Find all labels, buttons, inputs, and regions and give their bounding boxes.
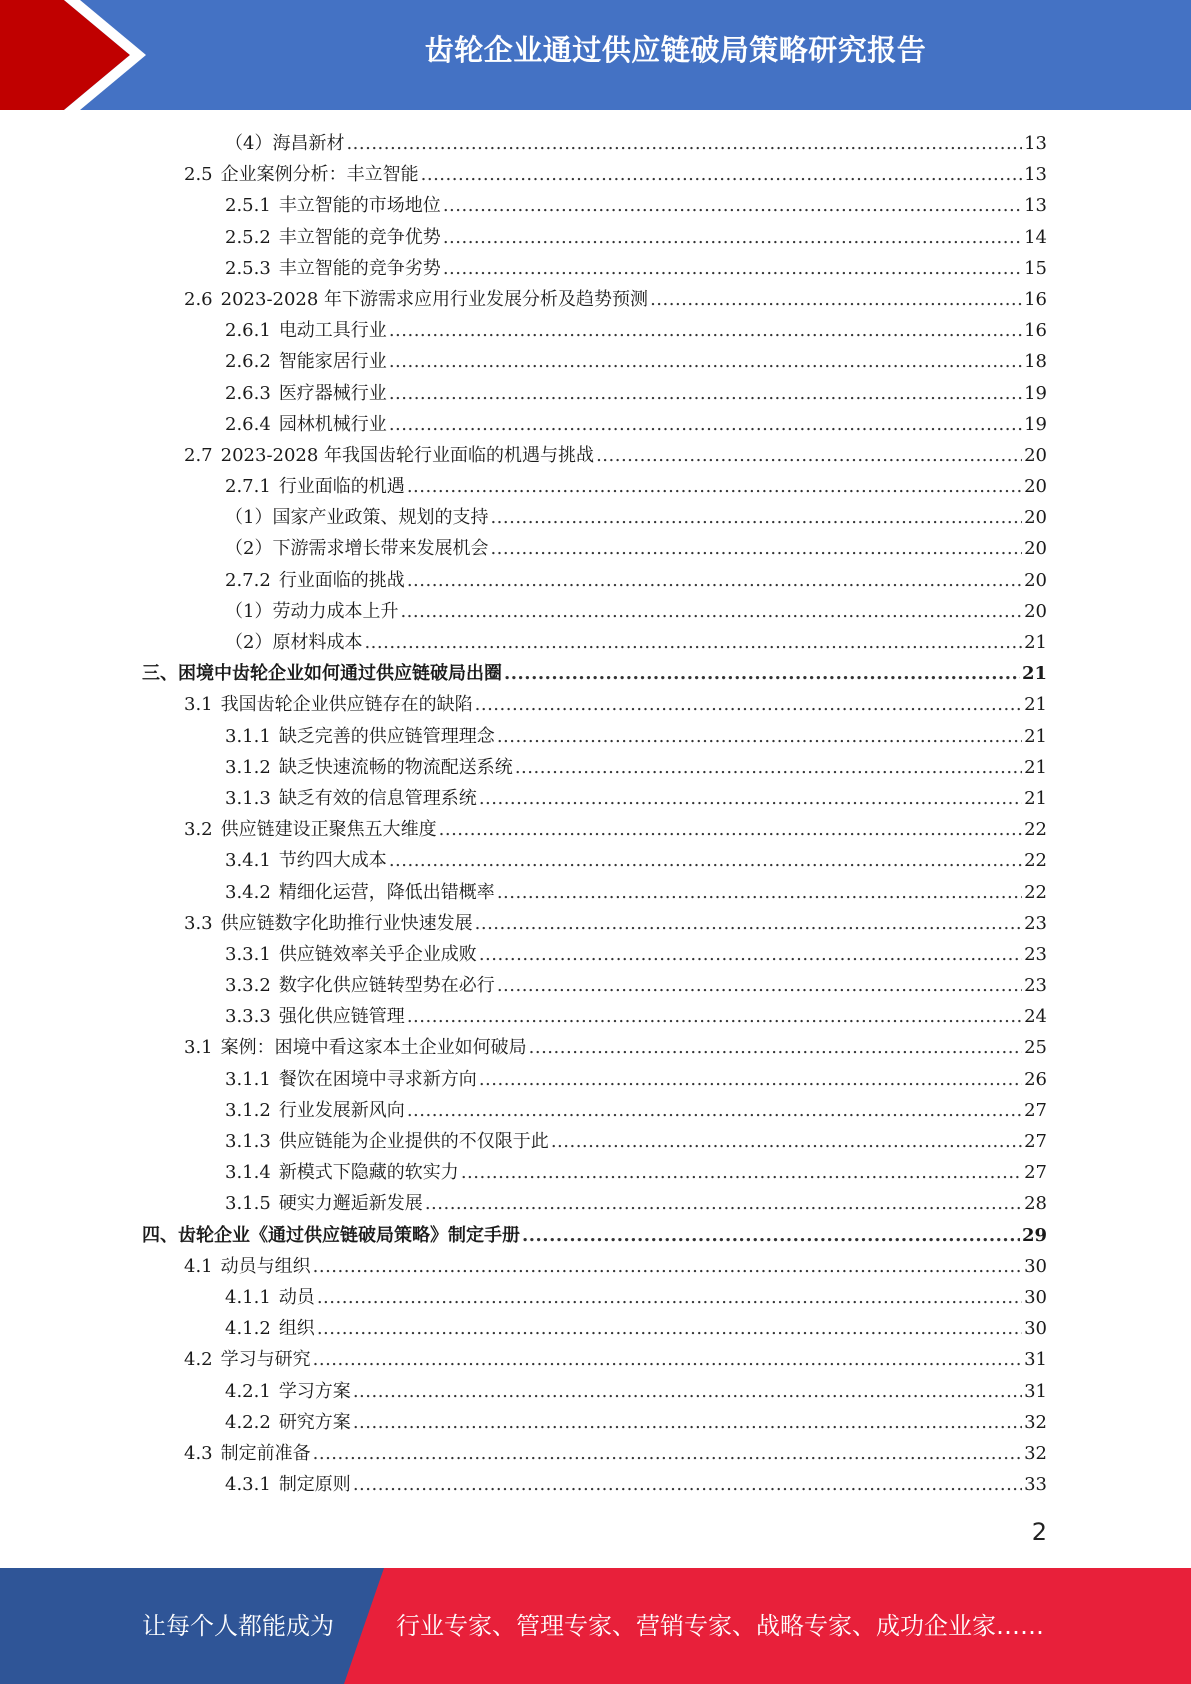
dot-leader	[596, 440, 1045, 471]
toc-entry-title: 园林机械行业	[278, 413, 387, 435]
toc-entry-number: 4.2.2	[225, 1411, 271, 1433]
toc-entry[interactable]	[0, 845, 1191, 876]
toc-entry[interactable]	[0, 721, 1191, 752]
toc-entry-title: 我国齿轮企业供应链存在的缺陷	[220, 694, 473, 716]
toc-entry-title: 学习方案	[278, 1380, 351, 1402]
toc-entry[interactable]	[0, 1376, 1191, 1407]
toc-entry[interactable]	[0, 502, 1191, 533]
toc-entry-number: （1）	[225, 507, 273, 529]
dot-leader	[490, 533, 1045, 564]
dot-leader	[407, 1095, 1045, 1126]
toc-entry-number: 4.3.1	[225, 1474, 271, 1496]
dot-leader	[461, 1157, 1045, 1188]
toc-entry-number: 3.1.5	[225, 1193, 271, 1215]
dot-leader	[346, 128, 1045, 159]
toc-entry[interactable]	[0, 970, 1191, 1001]
toc-entry-page: 27	[1022, 1157, 1047, 1188]
dot-leader	[425, 1188, 1045, 1219]
toc-entry-number: 2.6.4	[225, 413, 271, 435]
toc-entry-number: 3.1.1	[225, 725, 271, 747]
toc-entry-page: 23	[1022, 939, 1047, 970]
toc-entry-page: 22	[1022, 845, 1047, 876]
toc-entry-number: 3.1	[184, 694, 213, 716]
toc-entry[interactable]	[0, 658, 1191, 689]
toc-entry-page: 32	[1022, 1438, 1047, 1469]
toc-entry-number: 4.2	[184, 1349, 213, 1371]
toc-entry-page: 13	[1022, 190, 1047, 221]
dot-leader	[497, 877, 1045, 908]
toc-entry[interactable]	[0, 1344, 1191, 1375]
dot-leader	[497, 721, 1045, 752]
dot-leader	[353, 1407, 1045, 1438]
dot-leader	[443, 253, 1045, 284]
dot-leader	[407, 471, 1045, 502]
dot-leader	[522, 1220, 1045, 1251]
dot-leader	[443, 190, 1045, 221]
toc-entry-page: 29	[1020, 1220, 1047, 1251]
toc-entry-page: 20	[1022, 440, 1047, 471]
toc-entry-number: 4.3	[184, 1442, 213, 1464]
toc-entry-number: 3.3.3	[225, 1006, 271, 1028]
dot-leader	[421, 159, 1045, 190]
toc-entry[interactable]	[0, 1188, 1191, 1219]
toc-entry-title: 2023-2028 年下游需求应用行业发展分析及趋势预测	[220, 288, 649, 310]
toc-entry-page: 26	[1022, 1064, 1047, 1095]
toc-entry-title: 动员与组织	[220, 1255, 311, 1277]
toc-entry-page: 25	[1022, 1032, 1047, 1063]
toc-entry-title: 硬实力邂逅新发展	[278, 1193, 423, 1215]
toc-entry[interactable]	[0, 253, 1191, 284]
dot-leader	[317, 1313, 1045, 1344]
toc-entry-number: 2.5.1	[225, 195, 271, 217]
toc-entry[interactable]	[0, 565, 1191, 596]
dot-leader	[389, 315, 1045, 346]
toc-entry[interactable]	[0, 1469, 1191, 1500]
toc-entry-number: 3.4.2	[225, 881, 271, 903]
header-band	[0, 0, 1191, 110]
toc-entry-page: 19	[1022, 378, 1047, 409]
dot-leader	[479, 939, 1045, 970]
toc-entry[interactable]	[0, 877, 1191, 908]
toc-entry-title: 困境中齿轮企业如何通过供应链破局出圈	[178, 663, 502, 685]
toc-entry-page: 31	[1022, 1376, 1047, 1407]
toc-entry[interactable]	[0, 783, 1191, 814]
toc-entry-title: 丰立智能的竞争劣势	[278, 257, 441, 279]
toc-entry-page: 27	[1022, 1095, 1047, 1126]
toc-entry-title: 国家产业政策、规划的支持	[272, 507, 489, 529]
toc-entry-number: 3.1.1	[225, 1068, 271, 1090]
toc-entry-title: 餐饮在困境中寻求新方向	[278, 1068, 477, 1090]
arrow-icon	[0, 0, 160, 110]
toc-entry-title: 缺乏完善的供应链管理理念	[278, 725, 495, 747]
toc-entry-page: 30	[1022, 1313, 1047, 1344]
toc-entry-page: 23	[1022, 908, 1047, 939]
toc-entry-number: 四、	[142, 1224, 178, 1246]
toc-entry-page: 32	[1022, 1407, 1047, 1438]
toc-entry-page: 13	[1022, 159, 1047, 190]
toc-entry[interactable]	[0, 1407, 1191, 1438]
toc-entry-number: 2.5.3	[225, 257, 271, 279]
toc-entry-title: 丰立智能的竞争优势	[278, 226, 441, 248]
table-of-contents	[0, 128, 1191, 1500]
dot-leader	[479, 1064, 1045, 1095]
toc-entry[interactable]	[0, 1126, 1191, 1157]
toc-entry-number: 4.1.1	[225, 1286, 271, 1308]
toc-entry-number: 3.3.1	[225, 943, 271, 965]
dot-leader	[313, 1438, 1045, 1469]
toc-entry-page: 19	[1022, 409, 1047, 440]
toc-entry-title: 案例：困境中看这家本土企业如何破局	[220, 1037, 527, 1059]
toc-entry-title: 智能家居行业	[278, 351, 387, 373]
toc-entry[interactable]	[0, 596, 1191, 627]
toc-entry-number: （4）	[225, 133, 273, 154]
toc-entry-title: 医疗器械行业	[278, 382, 387, 404]
toc-entry-number: 4.1	[184, 1255, 213, 1277]
toc-entry-number: 2.6.2	[225, 351, 271, 373]
toc-entry-title: 丰立智能的市场地位	[278, 195, 441, 217]
toc-entry-page: 27	[1022, 1126, 1047, 1157]
toc-entry-title: 制定原则	[278, 1474, 351, 1496]
toc-entry-page: 14	[1022, 222, 1047, 253]
toc-entry[interactable]	[0, 440, 1191, 471]
report-title: 齿轮企业通过供应链破局策略研究报告	[424, 33, 927, 67]
toc-entry-number: 3.1.2	[225, 1099, 271, 1121]
toc-entry-title: 下游需求增长带来发展机会	[272, 538, 489, 560]
toc-entry-number: （1）	[225, 600, 273, 622]
toc-entry-title: 行业面临的挑战	[278, 569, 405, 591]
toc-entry-page: 16	[1022, 284, 1047, 315]
toc-entry[interactable]	[0, 284, 1191, 315]
toc-entry-page: 21	[1022, 783, 1047, 814]
toc-entry[interactable]	[0, 939, 1191, 970]
dot-leader	[497, 970, 1045, 1001]
toc-entry-page: 24	[1022, 1001, 1047, 1032]
toc-entry[interactable]	[0, 471, 1191, 502]
toc-entry-title: 组织	[278, 1318, 315, 1340]
toc-entry-number: 3.1.2	[225, 756, 271, 778]
toc-entry-page: 20	[1022, 596, 1047, 627]
toc-entry[interactable]	[0, 159, 1191, 190]
toc-entry[interactable]	[0, 128, 1191, 159]
dot-leader	[389, 845, 1045, 876]
toc-entry[interactable]	[0, 908, 1191, 939]
toc-entry-title: 劳动力成本上升	[272, 600, 399, 622]
dot-leader	[475, 689, 1045, 720]
dot-leader	[389, 346, 1045, 377]
toc-entry-page: 21	[1022, 721, 1047, 752]
toc-entry-title: 制定前准备	[220, 1442, 311, 1464]
toc-entry[interactable]	[0, 1032, 1191, 1063]
toc-entry-title: 节约四大成本	[278, 850, 387, 872]
toc-entry-title: 动员	[278, 1286, 315, 1308]
toc-entry-page: 22	[1022, 877, 1047, 908]
dot-leader	[313, 1251, 1045, 1282]
toc-entry-page: 20	[1022, 471, 1047, 502]
toc-entry-number: 4.1.2	[225, 1318, 271, 1340]
toc-entry-page: 21	[1022, 627, 1047, 658]
toc-entry-title: 研究方案	[278, 1411, 351, 1433]
toc-entry-page: 30	[1022, 1251, 1047, 1282]
dot-leader	[475, 908, 1045, 939]
toc-entry-page: 20	[1022, 565, 1047, 596]
toc-entry[interactable]	[0, 1095, 1191, 1126]
toc-entry[interactable]	[0, 190, 1191, 221]
toc-entry-number: 3.1	[184, 1037, 213, 1059]
toc-entry-page: 33	[1022, 1469, 1047, 1500]
toc-entry[interactable]	[0, 627, 1191, 658]
dot-leader	[529, 1032, 1045, 1063]
toc-entry[interactable]	[0, 1064, 1191, 1095]
toc-entry[interactable]	[0, 689, 1191, 720]
footer-band	[0, 1568, 1191, 1684]
toc-entry-number: 2.6.1	[225, 320, 271, 342]
toc-entry-page: 21	[1022, 689, 1047, 720]
toc-entry-number: 2.5	[184, 164, 213, 186]
dot-leader	[551, 1126, 1045, 1157]
toc-entry-title: 缺乏快速流畅的物流配送系统	[278, 756, 513, 778]
toc-entry-number: 3.1.3	[225, 787, 271, 809]
toc-entry-title: 供应链能为企业提供的不仅限于此	[278, 1131, 549, 1152]
toc-entry-page: 18	[1022, 346, 1047, 377]
toc-entry-number: 3.3.2	[225, 975, 271, 997]
dot-leader	[479, 783, 1045, 814]
toc-entry[interactable]	[0, 222, 1191, 253]
dot-leader	[389, 378, 1045, 409]
toc-entry[interactable]	[0, 533, 1191, 564]
dot-leader	[317, 1282, 1045, 1313]
toc-entry-title: 缺乏有效的信息管理系统	[278, 787, 477, 809]
toc-entry[interactable]	[0, 814, 1191, 845]
toc-entry-number: 三、	[142, 663, 178, 685]
dot-leader	[407, 1001, 1045, 1032]
toc-entry[interactable]	[0, 346, 1191, 377]
toc-entry[interactable]	[0, 1001, 1191, 1032]
toc-entry[interactable]	[0, 1251, 1191, 1282]
toc-entry[interactable]	[0, 1220, 1191, 1251]
dot-leader	[389, 409, 1045, 440]
toc-entry-title: 供应链效率关乎企业成败	[278, 943, 477, 965]
toc-entry[interactable]	[0, 1157, 1191, 1188]
dot-leader	[490, 502, 1045, 533]
toc-entry-page: 28	[1022, 1188, 1047, 1219]
toc-entry-page: 13	[1022, 128, 1047, 159]
toc-entry-number: 2.7	[184, 444, 213, 466]
dot-leader	[650, 284, 1045, 315]
toc-entry-title: 海昌新材	[272, 133, 345, 154]
toc-entry-title: 行业面临的机遇	[278, 476, 405, 498]
toc-entry[interactable]	[0, 1282, 1191, 1313]
toc-entry-title: 精细化运营，降低出错概率	[278, 881, 495, 903]
dot-leader	[504, 658, 1045, 689]
toc-entry-page: 20	[1022, 502, 1047, 533]
toc-entry-number: 2.6.3	[225, 382, 271, 404]
toc-entry-number: 2.6	[184, 288, 213, 310]
toc-entry-title: 供应链数字化助推行业快速发展	[220, 912, 473, 934]
toc-entry-number: 2.5.2	[225, 226, 271, 248]
dot-leader	[353, 1469, 1045, 1500]
toc-entry[interactable]	[0, 409, 1191, 440]
toc-entry-title: 原材料成本	[272, 632, 363, 653]
toc-entry-number: 2.7.1	[225, 476, 271, 498]
dot-leader	[439, 814, 1045, 845]
toc-entry-title: 学习与研究	[220, 1349, 311, 1371]
toc-entry-page: 16	[1022, 315, 1047, 346]
toc-entry-page: 21	[1020, 658, 1047, 689]
dot-leader	[353, 1376, 1045, 1407]
toc-entry-number: 3.1.4	[225, 1162, 271, 1184]
toc-entry[interactable]	[0, 752, 1191, 783]
toc-entry-page: 22	[1022, 814, 1047, 845]
toc-entry-title: 数字化供应链转型势在必行	[278, 975, 495, 997]
toc-entry-number: 2.7.2	[225, 569, 271, 591]
toc-entry-page: 30	[1022, 1282, 1047, 1313]
toc-entry-page: 31	[1022, 1344, 1047, 1375]
toc-entry-number: 3.2	[184, 819, 213, 841]
dot-leader	[400, 596, 1045, 627]
toc-entry-number: 3.1.3	[225, 1131, 271, 1152]
dot-leader	[407, 565, 1045, 596]
toc-entry-title: 企业案例分析：丰立智能	[220, 164, 419, 186]
toc-entry-title: 行业发展新风向	[278, 1099, 405, 1121]
toc-entry-page: 21	[1022, 752, 1047, 783]
toc-entry-title: 新模式下隐藏的软实力	[278, 1162, 459, 1184]
dot-leader	[443, 222, 1045, 253]
toc-entry[interactable]	[0, 378, 1191, 409]
footer-slogan-right: 行业专家、管理专家、营销专家、战略专家、成功企业家……	[396, 1612, 1044, 1640]
toc-entry-title: 供应链建设正聚焦五大维度	[220, 819, 437, 841]
toc-entry-number: 3.4.1	[225, 850, 271, 872]
toc-entry-title: 强化供应链管理	[278, 1006, 405, 1028]
toc-entry-number: 4.2.1	[225, 1380, 271, 1402]
toc-entry-title: 电动工具行业	[278, 320, 387, 342]
toc-entry-page: 15	[1022, 253, 1047, 284]
toc-entry-title: 齿轮企业《通过供应链破局策略》制定手册	[178, 1224, 520, 1246]
page-number: 2	[1031, 1518, 1047, 1546]
dot-leader	[515, 752, 1045, 783]
toc-entry[interactable]	[0, 1438, 1191, 1469]
toc-entry-title: 2023-2028 年我国齿轮行业面临的机遇与挑战	[220, 444, 595, 466]
toc-entry-page: 20	[1022, 533, 1047, 564]
toc-entry-number: 3.3	[184, 912, 213, 934]
toc-entry-number: （2）	[225, 538, 273, 560]
footer-slogan-left: 让每个人都能成为	[142, 1612, 334, 1640]
toc-entry[interactable]	[0, 315, 1191, 346]
dot-leader	[364, 627, 1045, 658]
toc-entry[interactable]	[0, 1313, 1191, 1344]
toc-entry-number: （2）	[225, 632, 273, 653]
toc-entry-page: 23	[1022, 970, 1047, 1001]
dot-leader	[313, 1344, 1045, 1375]
